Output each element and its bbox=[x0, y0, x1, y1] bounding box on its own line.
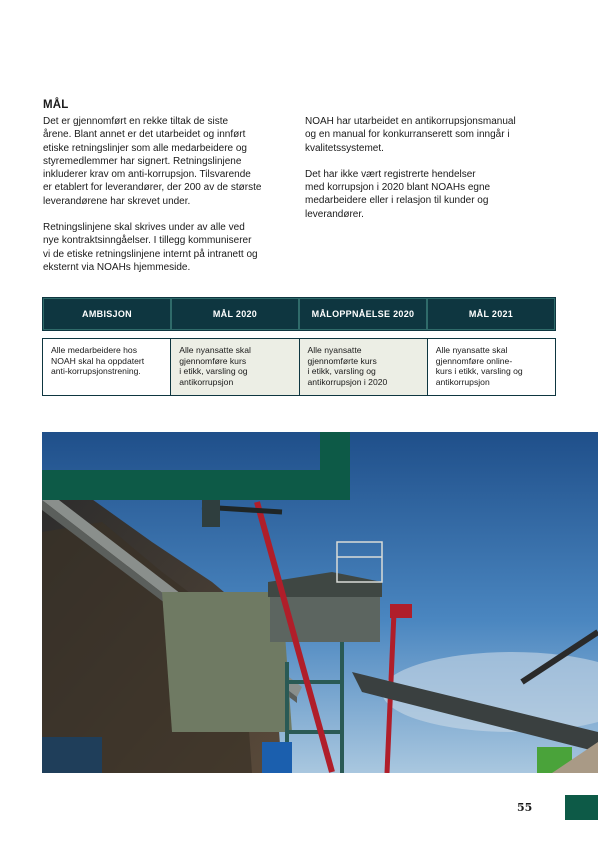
table-row bbox=[42, 338, 556, 396]
paragraph: Retningslinjene skal skrives under av alle ved nye kontraktsinngåelser. I tillegg kommuniserer vi de etiske retningslinjene internt på intranett og eksternt via NOAHs hjemmeside. bbox=[43, 222, 258, 273]
right-column bbox=[305, 115, 555, 234]
table-cell: Alle nyansatte skal gjennomføre online- kurs i etikk, varsling og antikorrupsjon bbox=[435, 345, 523, 387]
table-header-cell: MÅL 2021 bbox=[427, 298, 555, 330]
goals-table bbox=[42, 297, 556, 396]
page-number: 55 bbox=[517, 801, 533, 814]
paragraph: Det har ikke vært registrerte hendelser med korrupsjon i 2020 blant NOAHs egne medarbeidere eller i relasjon til kunder og leverandører. bbox=[305, 168, 491, 220]
table-cell: Alle nyansatte skal gjennomføre kurs i etikk, varsling og antikorrupsjon bbox=[171, 339, 299, 395]
table-cell: Alle nyansatte gjennomførte kurs i etikk, varsling og antikorrupsjon i 2020 bbox=[300, 339, 428, 395]
paragraph: Det er gjennomført en rekke tiltak de siste årene. Blant annet er det utarbeidet og innført etiske retningslinjer som alle medarbeidere og styremedlemmer har signert. Retningslinjene inkluderer krav om anti-korrupsjon. Tilsvarende er etablert for leverandører, der 200 av de største leverandørene har skrevet under. bbox=[43, 116, 262, 207]
left-column bbox=[43, 115, 293, 287]
paragraph: NOAH har utarbeidet en antikorrupsjonsmanual og en manual for konkurranserett som inngår i kvalitetssystemet. bbox=[305, 116, 516, 154]
page-corner-marker bbox=[565, 795, 598, 820]
section-heading: MÅL bbox=[43, 99, 69, 111]
table-header-row bbox=[42, 297, 556, 331]
table-cell: Alle medarbeidere hos NOAH skal ha oppdatert anti-korrupsjonstrening. bbox=[43, 339, 171, 395]
table-header-cell: MÅL 2020 bbox=[171, 298, 299, 330]
decorative-green-block bbox=[42, 470, 350, 500]
table-header-cell: MÅLOPPNÅELSE 2020 bbox=[299, 298, 427, 330]
table-header-cell: AMBISJON bbox=[43, 298, 171, 330]
